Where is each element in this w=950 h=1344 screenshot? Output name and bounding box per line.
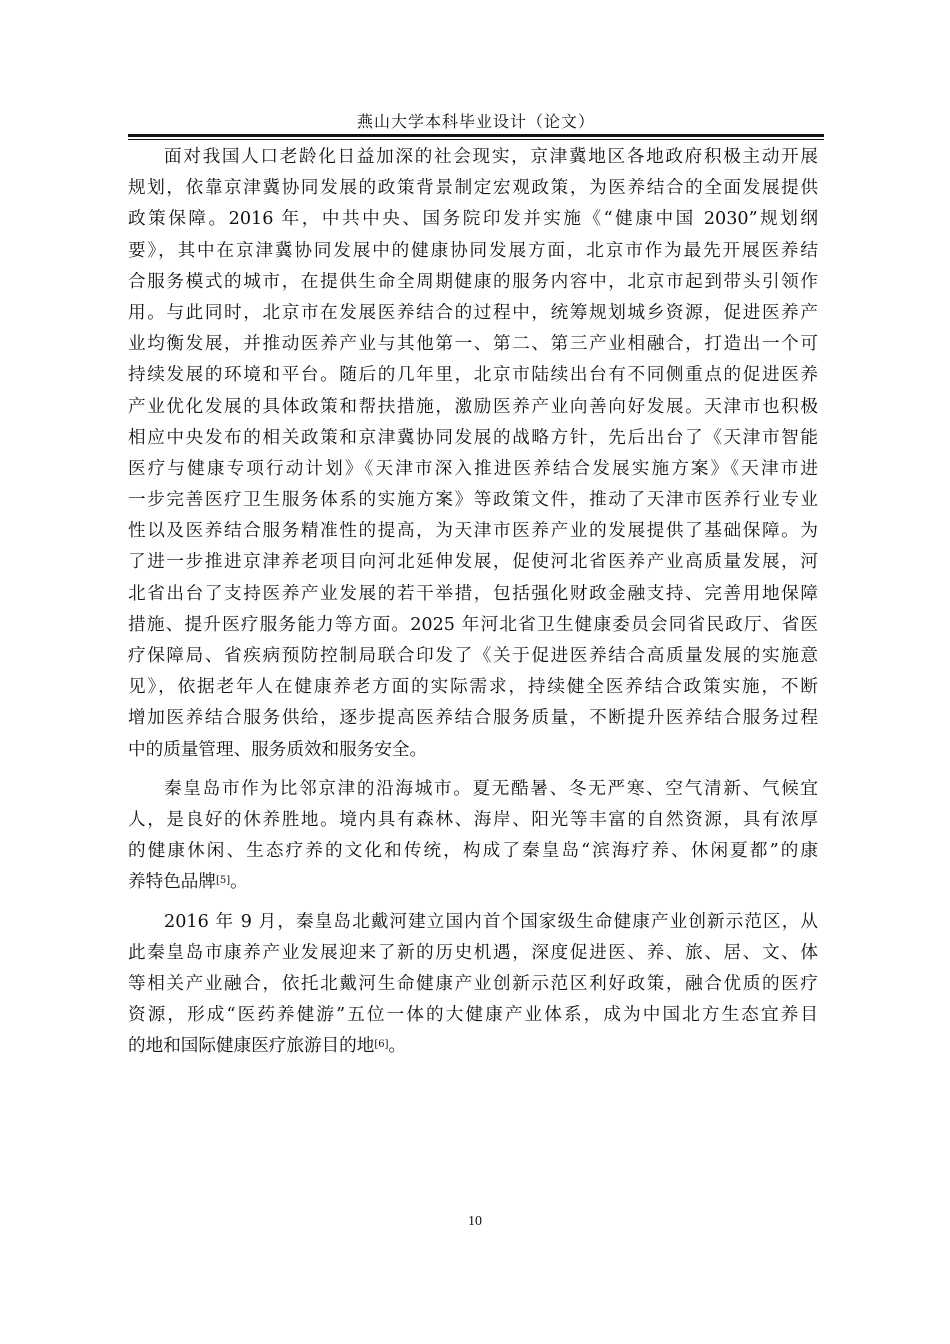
text-segment: 。 (230, 872, 248, 893)
paragraph-3 (128, 907, 818, 1063)
text-line: 增加医养结合服务供给，逐步提高医养结合服务质量，不断提升医养结合服务过程 (128, 708, 818, 729)
text-line: 业均衡发展，并推动医养产业与其他第一、第二、第三产业相融合，打造出一个可 (128, 334, 818, 355)
text-line: 的健康休闲、生态疗养的文化和传统，构成了秦皇岛“滨海疗养、休闲夏都”的康 (128, 841, 818, 862)
text-segment: 的地和国际健康医疗旅游目的地 (128, 1036, 375, 1057)
text-line: 此秦皇岛市康养产业发展迎来了新的历史机遇，深度促进医、养、旅、居、文、体 (128, 942, 818, 963)
body-text (128, 142, 818, 1062)
text-line: 医疗与健康专项行动计划》《天津市深入推进医养结合发展实施方案》《天津市进 (128, 458, 818, 479)
text-line: 持续发展的环境和平台。随后的几年里，北京市陆续出台有不同侧重点的促进医养 (128, 365, 818, 386)
text-line: 资源，形成“医药养健游”五位一体的大健康产业体系，成为中国北方生态宜养目 (128, 1005, 818, 1026)
citation-ref: [6] (374, 1039, 389, 1051)
paragraph-2 (128, 774, 818, 899)
text-line: 秦皇岛市作为比邻京津的沿海城市。夏无酷暑、冬无严寒、空气清新、气候宜 (164, 778, 818, 799)
text-line: 用。与此同时，北京市在发展医养结合的过程中，统筹规划城乡资源，促进医养产 (128, 302, 818, 323)
text-line: 合服务模式的城市，在提供生命全周期健康的服务内容中，北京市起到带头引领作 (128, 271, 818, 292)
paragraph-1 (128, 142, 818, 766)
text-segment: 。 (388, 1036, 407, 1057)
text-line: 疗保障局、省疾病预防控制局联合印发了《关于促进医养结合高质量发展的实施意 (128, 646, 818, 666)
text-line: 相应中央发布的相关政策和京津冀协同发展的战略方针，先后出台了《天津市智能 (128, 427, 818, 448)
text-line: 产业优化发展的具体政策和帮扶措施，激励医养产业向善向好发展。天津市也积极 (128, 396, 818, 417)
page-header: 燕山大学本科毕业设计（论文） (356, 112, 595, 131)
text-line: 措施、提升医疗服务能力等方面。2025 年河北省卫生健康委员会同省民政厅、省医 (128, 614, 818, 635)
text-line: 见》，依据老年人在健康养老方面的实际需求，持续健全医养结合政策实施，不断 (128, 677, 818, 698)
text-line: 要》，其中在京津冀协同发展中的健康协同发展方面，北京市作为最先开展医养结 (128, 240, 818, 261)
text-line: 中的质量管理、服务质效和服务安全。 (128, 739, 428, 760)
text-line: 北省出台了支持医养产业发展的若干举措，包括强化财政金融支持、完善用地保障 (128, 583, 818, 604)
text-line: 了进一步推进京津养老项目向河北延伸发展，促使河北省医养产业高质量发展，河 (128, 552, 818, 573)
text-line: 规划，依靠京津冀协同发展的政策背景制定宏观政策，为医养结合的全面发展提供 (128, 178, 818, 199)
header-rule-thin (128, 139, 824, 140)
text-line: 一步完善医疗卫生服务体系的实施方案》等政策文件，推动了天津市医养行业专业 (128, 490, 818, 511)
header-rule-thick (128, 134, 824, 137)
text-line: 性以及医养结合服务精准性的提高，为天津市医养产业的发展提供了基础保障。为 (128, 521, 818, 542)
text-line (128, 1031, 818, 1062)
text-line: 2016 年 9 月，秦皇岛北戴河建立国内首个国家级生命健康产业创新示范区，从 (164, 911, 818, 932)
text-line: 面对我国人口老龄化日益加深的社会现实，京津冀地区各地政府积极主动开展 (164, 147, 818, 167)
text-line: 政策保障。2016 年，中共中央、国务院印发并实施《“健康中国 2030”规划纲 (128, 209, 818, 230)
text-line: 人，是良好的休养胜地。境内具有森林、海岸、阳光等丰富的自然资源，具有浓厚 (128, 809, 818, 830)
text-line (128, 867, 818, 898)
citation-ref: [5] (215, 875, 231, 887)
text-segment: 养特色品牌 (128, 872, 216, 893)
page-number: 10 (468, 1214, 482, 1229)
text-line: 等相关产业融合，依托北戴河生命健康产业创新示范区利好政策，融合优质的医疗 (128, 973, 818, 994)
